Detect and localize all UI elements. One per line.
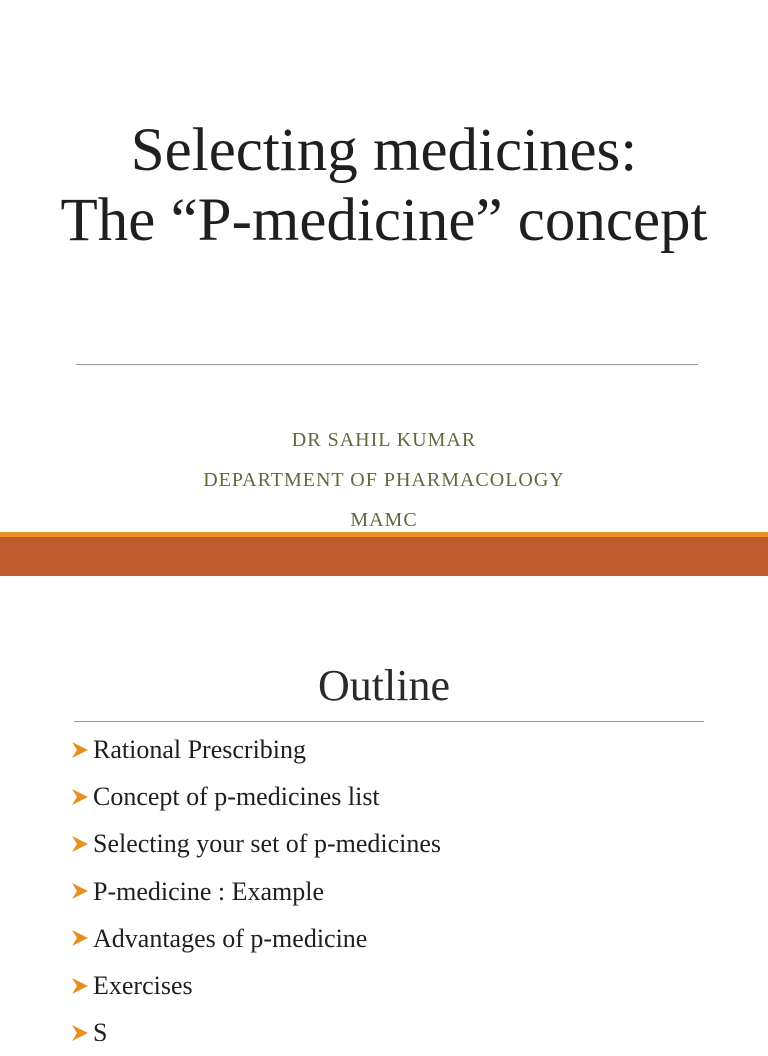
slide-title-line-2: The “P-medicine” concept [60,187,708,254]
outline-slide [0,576,768,1048]
outline-item-label: Concept of p-medicines list [93,782,380,812]
outline-item-label: Selecting your set of p-medicines [93,829,442,859]
outline-list [70,726,441,1056]
outline-item [70,1009,441,1056]
arrow-bullet-icon [70,787,92,807]
author-name: DR SAHIL KUMAR [291,429,477,451]
author-block [0,420,768,540]
slide-title-line-1: Selecting medicines: [130,117,638,184]
outline-item-label: S [93,1018,108,1048]
arrow-bullet-icon [70,1023,92,1043]
author-institution: MAMC [350,509,418,531]
outline-item [70,915,441,962]
outline-item-label: P-medicine : Example [93,876,325,906]
outline-item-label: Exercises [93,970,193,1000]
author-department: DEPARTMENT OF PHARMACOLOGY [203,469,565,491]
outline-item-label: Advantages of p-medicine [93,923,368,953]
outline-item [70,820,441,867]
outline-item [70,773,441,820]
outline-title: Outline [318,661,450,710]
outline-item [70,868,441,915]
slide-title [0,116,768,256]
slide-separator-band [0,537,768,576]
arrow-bullet-icon [70,881,92,901]
arrow-bullet-icon [70,976,92,996]
outline-divider [74,721,704,722]
outline-item [70,726,441,773]
outline-item [70,962,441,1009]
outline-item-label: Rational Prescribing [93,735,307,764]
arrow-bullet-icon [70,740,92,760]
arrow-bullet-icon [70,834,92,854]
arrow-bullet-icon [70,928,92,948]
title-divider [76,364,698,365]
